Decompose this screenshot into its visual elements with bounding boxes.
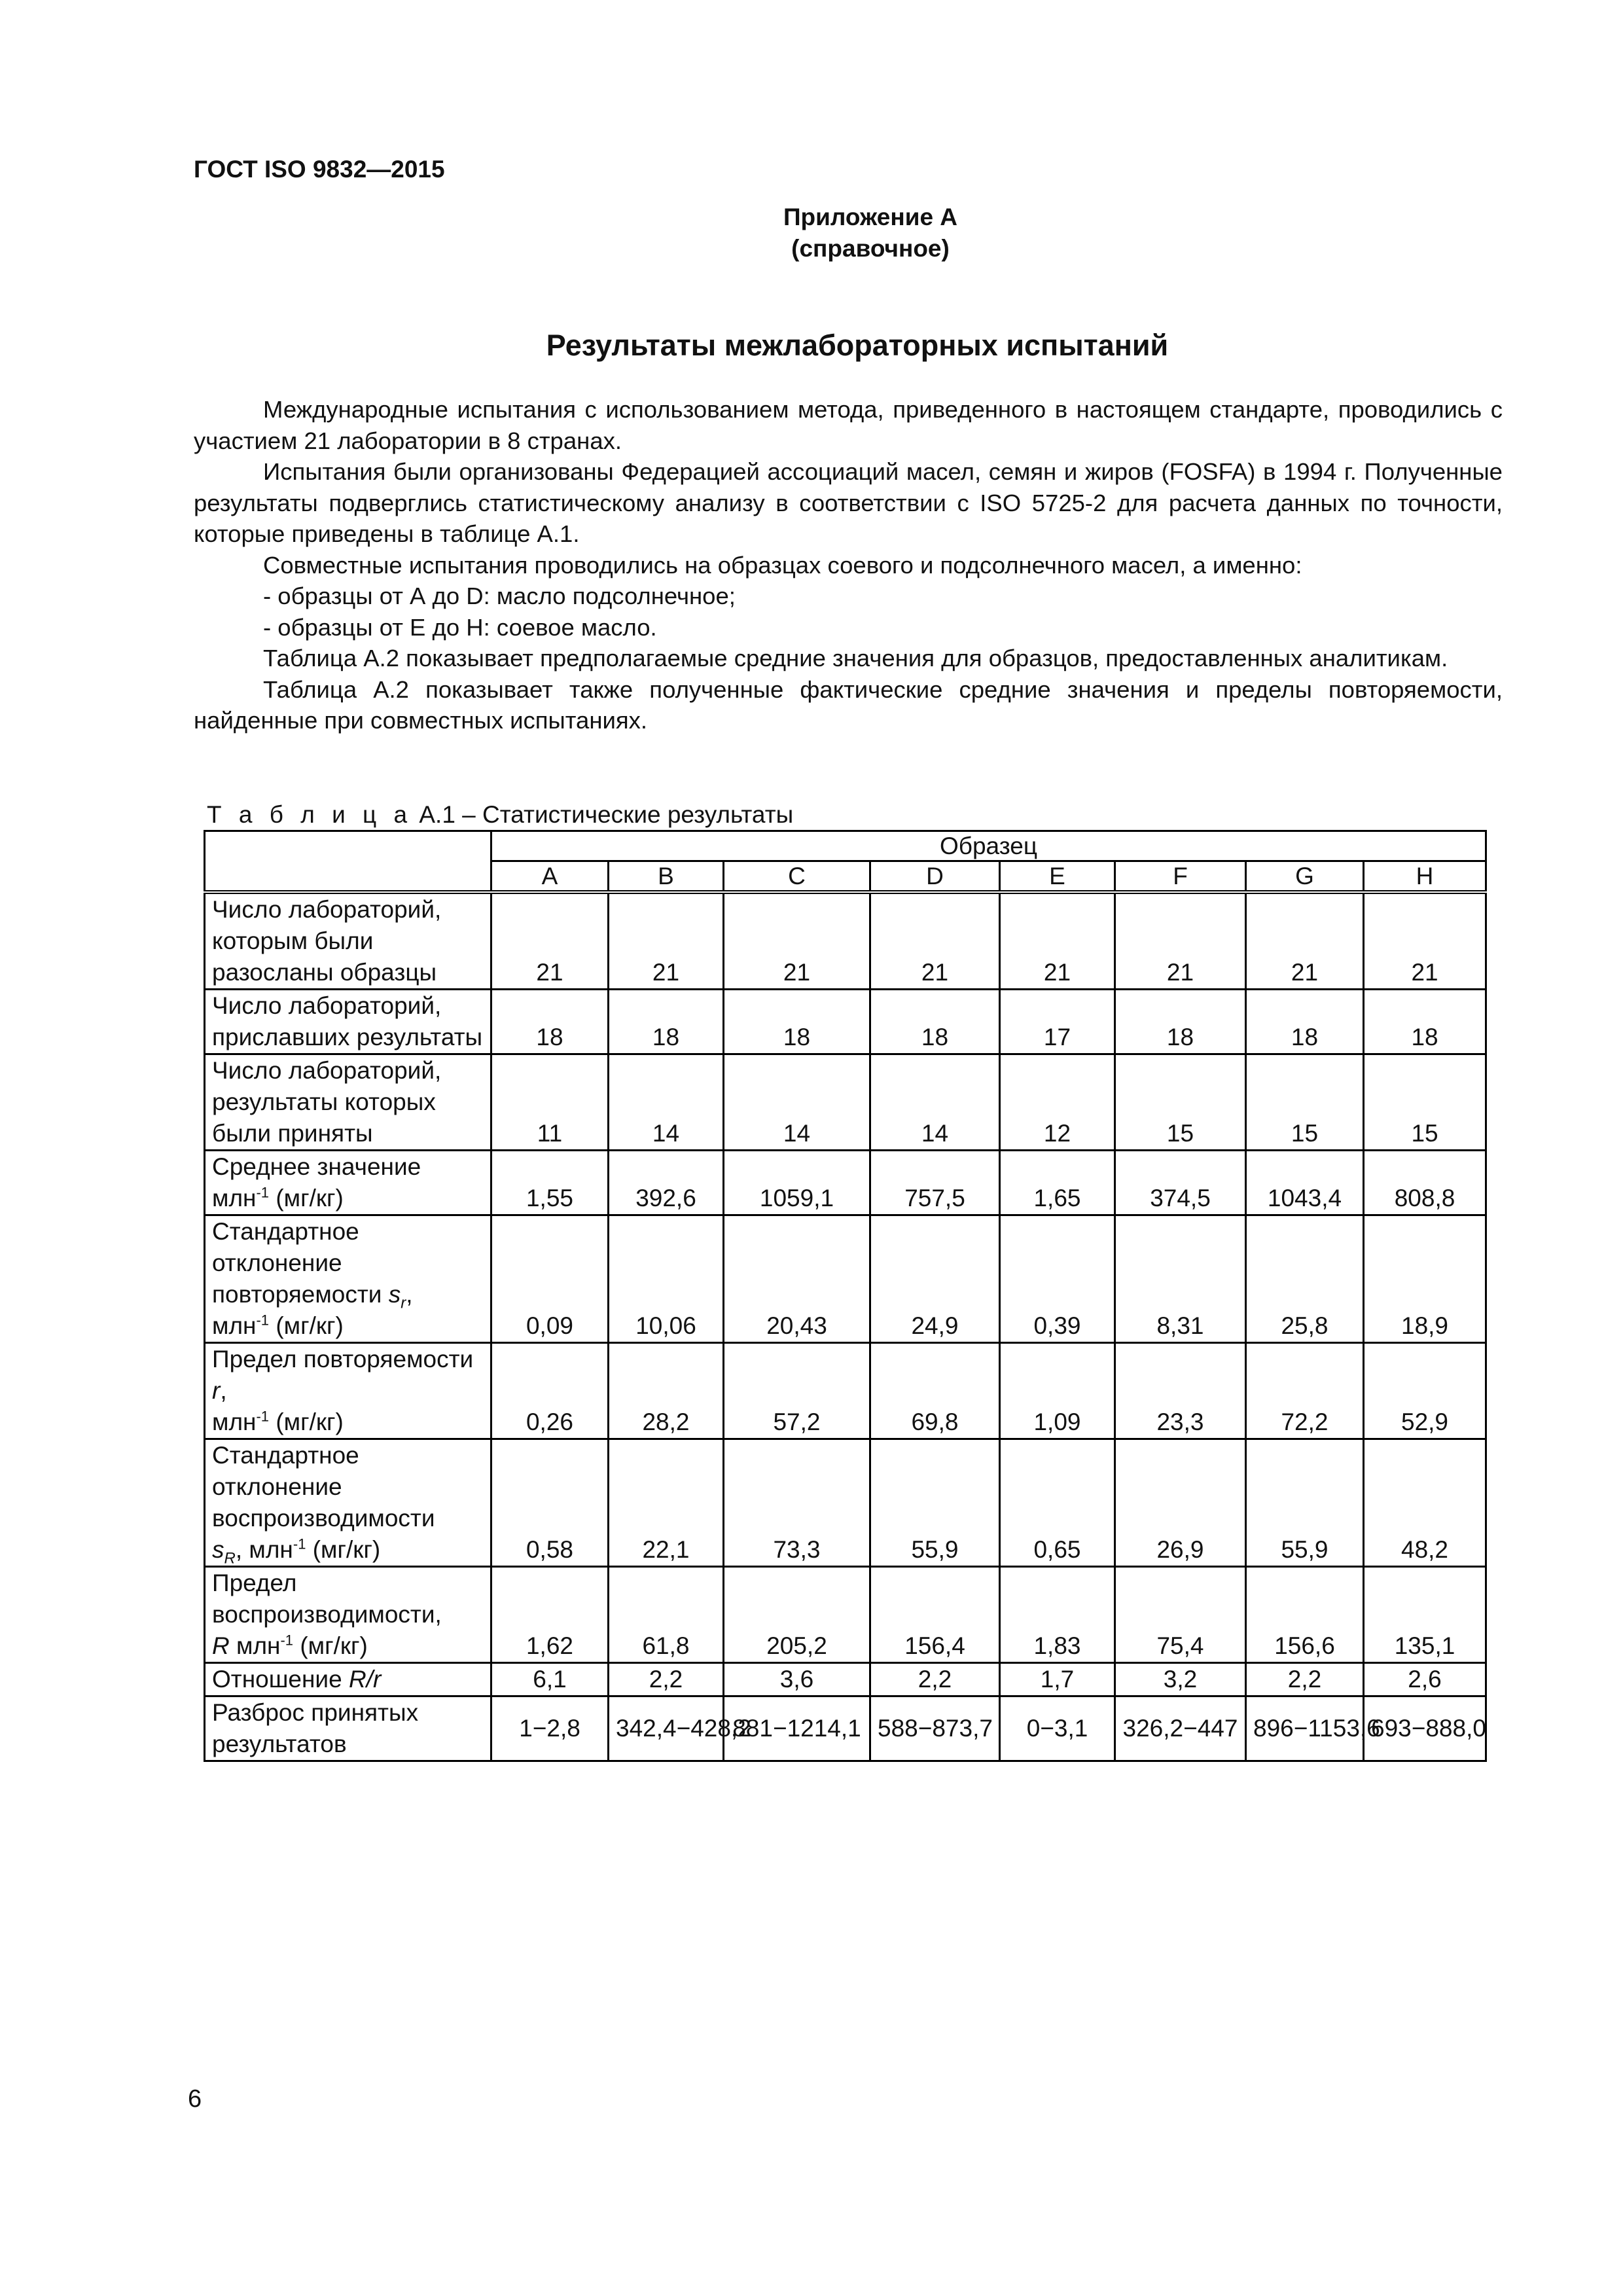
- appendix-type: (справочное): [791, 235, 950, 262]
- table-cell: 10,06: [609, 1215, 724, 1343]
- table-cell: 808,8: [1364, 1151, 1486, 1215]
- table-cell: 1043,4: [1246, 1151, 1364, 1215]
- table-cell: 1,62: [491, 1567, 609, 1663]
- page-number: 6: [188, 2085, 202, 2113]
- table-cell: 75,4: [1115, 1567, 1246, 1663]
- table-cell: 24,9: [870, 1215, 1000, 1343]
- table-cell: 156,4: [870, 1567, 1000, 1663]
- table-cell: 6,1: [491, 1663, 609, 1696]
- table-row: [205, 1439, 1486, 1567]
- table-cell: 15: [1364, 1054, 1486, 1151]
- column-header: D: [870, 861, 1000, 893]
- table-cell: 326,2−447: [1115, 1696, 1246, 1761]
- table-row: [205, 990, 1486, 1054]
- table-cell: 20,43: [724, 1215, 870, 1343]
- table-cell: 135,1: [1364, 1567, 1486, 1663]
- appendix-heading: [0, 202, 1623, 264]
- table-cell: 55,9: [1246, 1439, 1364, 1567]
- row-label: Предел повторяемости r, млн$^{-1}$ (мг/кг): [205, 1343, 491, 1439]
- table-cell: 48,2: [1364, 1439, 1486, 1567]
- table-cell: 588−873,7: [870, 1696, 1000, 1761]
- column-header: B: [609, 861, 724, 893]
- table-cell: 8,31: [1115, 1215, 1246, 1343]
- table-row: [205, 1343, 1486, 1439]
- table-cell: 1,09: [1000, 1343, 1115, 1439]
- row-label: Разброс принятых результатов: [205, 1696, 491, 1761]
- table-cell: 21: [870, 892, 1000, 990]
- column-header: E: [1000, 861, 1115, 893]
- table-corner-cell: [205, 831, 491, 893]
- table-cell: 15: [1246, 1054, 1364, 1151]
- list-item: - образцы от А до D: масло подсолнечное;: [263, 583, 736, 609]
- table-cell: 2,6: [1364, 1663, 1486, 1696]
- table-cell: 55,9: [870, 1439, 1000, 1567]
- table-cell: 0,09: [491, 1215, 609, 1343]
- table-cell: 14: [609, 1054, 724, 1151]
- table-row: [205, 892, 1486, 990]
- table-cell: 1,65: [1000, 1151, 1115, 1215]
- table-cell: 156,6: [1246, 1567, 1364, 1663]
- column-header: A: [491, 861, 609, 893]
- table-caption-word: Т а б л и ц а: [207, 801, 413, 828]
- table-row: [205, 1215, 1486, 1343]
- table-cell: 72,2: [1246, 1343, 1364, 1439]
- table-cell: 0,39: [1000, 1215, 1115, 1343]
- table-cell: 21: [1246, 892, 1364, 990]
- group-header: Образец: [491, 831, 1486, 861]
- table-cell: 3,6: [724, 1663, 870, 1696]
- table-row: [205, 1054, 1486, 1151]
- table-cell: 28,2: [609, 1343, 724, 1439]
- table-cell: 392,6: [609, 1151, 724, 1215]
- row-label: Число лабораторий, приславших результаты: [205, 990, 491, 1054]
- table-cell: 61,8: [609, 1567, 724, 1663]
- table-cell: 14: [724, 1054, 870, 1151]
- table-cell: 374,5: [1115, 1151, 1246, 1215]
- table-cell: 18: [1246, 990, 1364, 1054]
- page-title: Результаты межлабораторных испытаний: [546, 329, 1169, 362]
- statistics-table: [204, 830, 1487, 1762]
- table-cell: 2,2: [1246, 1663, 1364, 1696]
- table-cell: 21: [609, 892, 724, 990]
- row-label: Среднее значение млн$^{-1}$ (мг/кг): [205, 1151, 491, 1215]
- table-row: [205, 1696, 1486, 1761]
- list-item: - образцы от Е до Н: соевое масло.: [263, 613, 657, 641]
- table-cell: 0−3,1: [1000, 1696, 1115, 1761]
- row-label: Стандартное отклонение повторяемости $s_r$, млн$^{-1}$ (мг/кг): [205, 1215, 491, 1343]
- table-caption: [207, 800, 793, 830]
- table-cell: 0,58: [491, 1439, 609, 1567]
- paragraph: Международные испытания с использованием метода, приведенного в настоящем стандарте, проводились с участием 21 лаборатории в 8 странах.: [194, 396, 1503, 454]
- table-cell: 21: [724, 892, 870, 990]
- table-cell: 2,2: [609, 1663, 724, 1696]
- table-row: [205, 1151, 1486, 1215]
- table-row: [205, 1663, 1486, 1696]
- table-cell: 69,8: [870, 1343, 1000, 1439]
- table-cell: 25,8: [1246, 1215, 1364, 1343]
- table-cell: 26,9: [1115, 1439, 1246, 1567]
- table-cell: 1,55: [491, 1151, 609, 1215]
- table-cell: 18: [1364, 990, 1486, 1054]
- table-cell: 881−1214,1: [724, 1696, 870, 1761]
- table-cell: 21: [1364, 892, 1486, 990]
- table-cell: 21: [491, 892, 609, 990]
- table-cell: 342,4−428,2: [609, 1696, 724, 1761]
- column-header: C: [724, 861, 870, 893]
- table-cell: 12: [1000, 1054, 1115, 1151]
- table-caption-text: А.1 – Статистические результаты: [419, 801, 794, 828]
- row-label: Предел воспроизводимости, R млн$^{-1}$ (мг/кг): [205, 1567, 491, 1663]
- table-cell: 2,2: [870, 1663, 1000, 1696]
- table-cell: 1,83: [1000, 1567, 1115, 1663]
- paragraph: Совместные испытания проводились на образцах соевого и подсолнечного масел, а именно:: [263, 551, 1302, 579]
- table-cell: 3,2: [1115, 1663, 1246, 1696]
- table-header-row: [205, 831, 1486, 861]
- table-cell: 757,5: [870, 1151, 1000, 1215]
- table-cell: 23,3: [1115, 1343, 1246, 1439]
- table-cell: 896−1153,6: [1246, 1696, 1364, 1761]
- table-row: [205, 1567, 1486, 1663]
- table-cell: 57,2: [724, 1343, 870, 1439]
- table-cell: 11: [491, 1054, 609, 1151]
- standard-code: ГОСТ ISO 9832—2015: [194, 156, 445, 183]
- row-label: Стандартное отклонение воспроизводимости $s_R$, млн$^{-1}$ (мг/кг): [205, 1439, 491, 1567]
- table-cell: 18: [609, 990, 724, 1054]
- table-cell: 1−2,8: [491, 1696, 609, 1761]
- table-cell: 1059,1: [724, 1151, 870, 1215]
- row-label: Отношение R/r: [205, 1663, 491, 1696]
- table-cell: 205,2: [724, 1567, 870, 1663]
- row-label: Число лабораторий, результаты которых были приняты: [205, 1054, 491, 1151]
- table-cell: 693−888,0: [1364, 1696, 1486, 1761]
- table-cell: 18: [724, 990, 870, 1054]
- table-cell: 22,1: [609, 1439, 724, 1567]
- table-cell: 21: [1000, 892, 1115, 990]
- table-cell: 17: [1000, 990, 1115, 1054]
- table-cell: 21: [1115, 892, 1246, 990]
- table-cell: 18: [870, 990, 1000, 1054]
- table-cell: 52,9: [1364, 1343, 1486, 1439]
- paragraph: Испытания были организованы Федерацией ассоциаций масел, семян и жиров (FOSFA) в 1994 г. Полученные результаты подверглись статистическому анализу в соответствии с ISO 5725-2 для расчета данных по точности, которые приведены в таблице А.1.: [194, 458, 1503, 547]
- paragraph: Таблица А.2 показывает предполагаемые средние значения для образцов, предоставленных аналитикам.: [263, 645, 1448, 672]
- table-cell: 0,26: [491, 1343, 609, 1439]
- table-cell: 14: [870, 1054, 1000, 1151]
- table-cell: 18: [491, 990, 609, 1054]
- table-cell: 73,3: [724, 1439, 870, 1567]
- table-cell: 1,7: [1000, 1663, 1115, 1696]
- table-cell: 18: [1115, 990, 1246, 1054]
- row-label: Число лабораторий, которым были разосланы образцы: [205, 892, 491, 990]
- table-cell: 15: [1115, 1054, 1246, 1151]
- column-header: H: [1364, 861, 1486, 893]
- body-text: [194, 394, 1503, 736]
- appendix-title: Приложение А: [783, 204, 958, 230]
- table-cell: 18,9: [1364, 1215, 1486, 1343]
- paragraph: Таблица А.2 показывает также полученные фактические средние значения и пределы повторяемости, найденные при совместных испытаниях.: [194, 675, 1503, 734]
- column-header: G: [1246, 861, 1364, 893]
- column-header: F: [1115, 861, 1246, 893]
- table-cell: 0,65: [1000, 1439, 1115, 1567]
